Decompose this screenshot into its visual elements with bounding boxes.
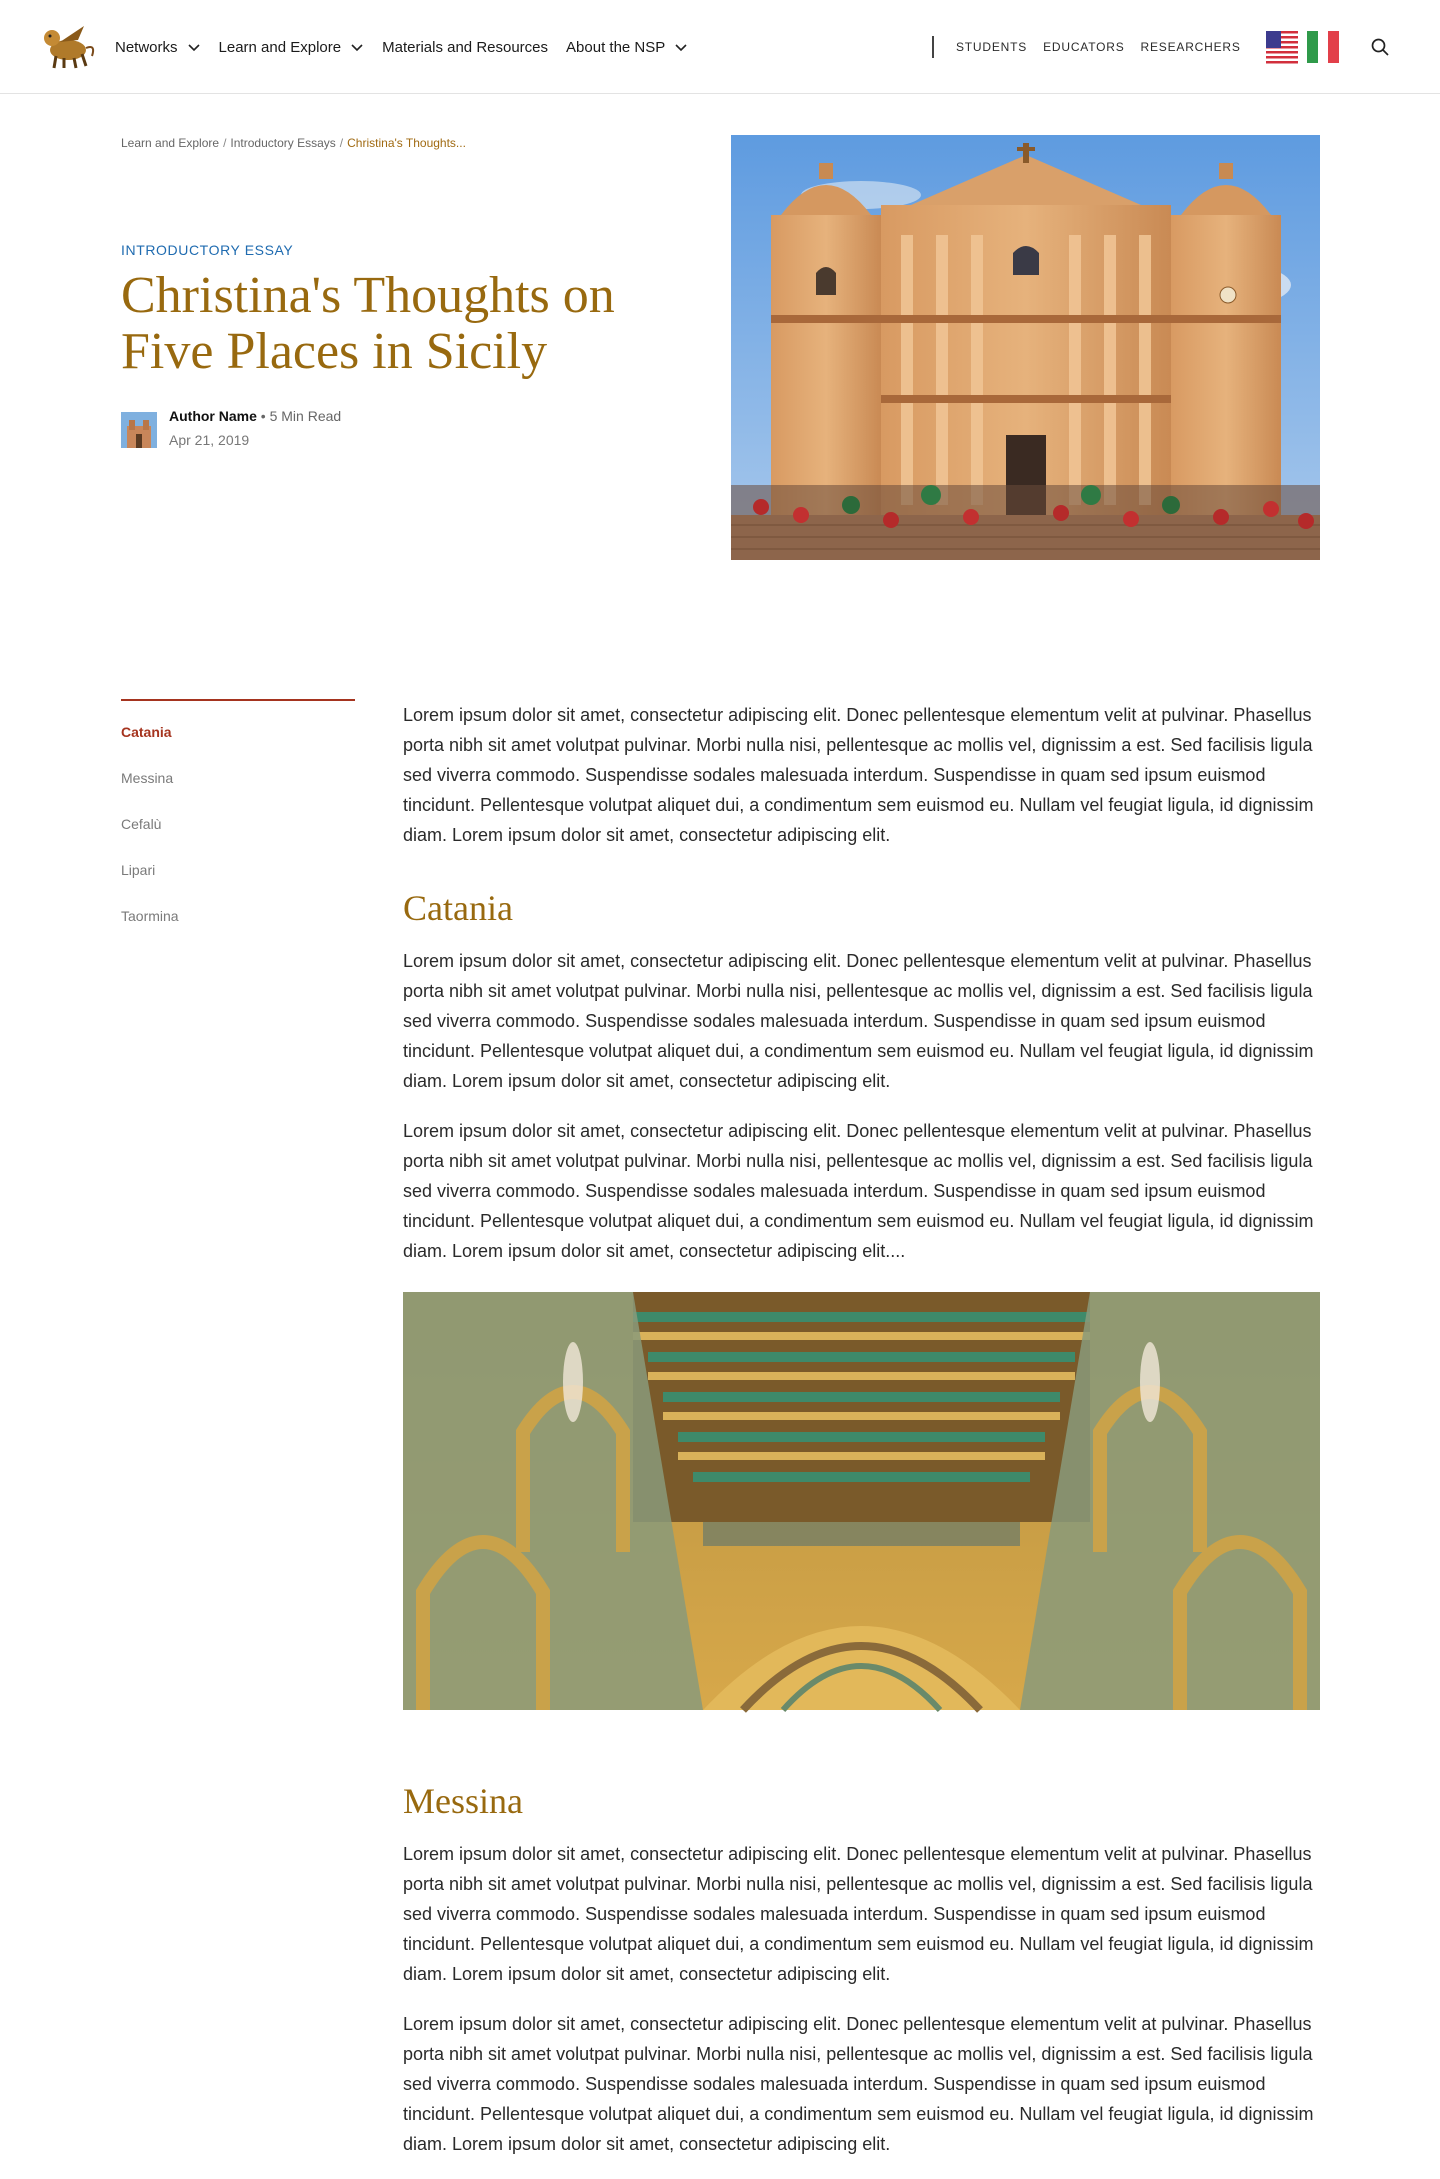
- site-header: [0, 0, 1440, 94]
- breadcrumb-current: Christina's Thoughts...: [347, 136, 466, 150]
- nav-networks[interactable]: [115, 39, 201, 56]
- publish-date: Apr 21, 2019: [169, 432, 250, 448]
- nav-label: Materials and Resources: [382, 38, 549, 56]
- nav-label: Networks: [115, 38, 178, 56]
- toc-item-lipari[interactable]: Lipari: [121, 862, 156, 878]
- audience-researchers-link[interactable]: RESEARCHERS: [1140, 40, 1241, 54]
- audience-nav: [956, 0, 1257, 94]
- table-of-contents: [121, 724, 179, 954]
- toc-accent-line: [121, 699, 355, 701]
- breadcrumb-link[interactable]: Learn and Explore: [121, 136, 220, 150]
- us-flag-icon[interactable]: [1266, 31, 1298, 63]
- audience-educators-link[interactable]: EDUCATORS: [1043, 40, 1125, 54]
- article-body: [403, 700, 1320, 2179]
- search-icon[interactable]: [1370, 37, 1390, 57]
- section-paragraph: Lorem ipsum dolor sit amet, consectetur adipiscing elit. Donec pellentesque elementum velit at pulvinar. Phasellus porta nibh sit amet volutpat pulvinar. Morbi nulla nisi, pellentesque ac mollis vel, dignissim a est. Sed facilisis ligula sed viverra commodo. Suspendisse sodales malesuada interdum. Suspendisse in quam sed ipsum euismod tincidunt. Pellentesque volutpat aliquet dui, a condimentum sem euismod eu. Nullam vel feugiat ligula, id dignissim diam. Lorem ipsum dolor sit amet, consectetur adipiscing elit.: [403, 2014, 1314, 2154]
- mosaic-ceiling-image: [403, 1292, 1320, 1710]
- nav-materials-and-resources[interactable]: [382, 39, 548, 56]
- author-name[interactable]: Author Name: [169, 408, 257, 424]
- hero-cathedral-image: [731, 135, 1320, 560]
- avatar: [121, 412, 157, 448]
- nav-learn-and-explore[interactable]: [219, 39, 365, 56]
- page-title: Christina's Thoughts on Five Places in Sicily: [121, 267, 615, 380]
- section-heading-catania: Catania: [403, 888, 513, 928]
- breadcrumb: [121, 136, 466, 150]
- breadcrumb-link[interactable]: Introductory Essays: [230, 136, 336, 150]
- nav-about-the-nsp[interactable]: [566, 39, 688, 56]
- toc-item-cefalu[interactable]: Cefalù: [121, 816, 162, 832]
- chevron-down-icon: [674, 40, 688, 54]
- article-eyebrow: INTRODUCTORY ESSAY: [121, 242, 294, 258]
- toc-item-taormina[interactable]: Taormina: [121, 908, 179, 924]
- breadcrumb-separator: /: [223, 136, 227, 150]
- section-paragraph: Lorem ipsum dolor sit amet, consectetur adipiscing elit. Donec pellentesque elementum velit at pulvinar. Phasellus porta nibh sit amet volutpat pulvinar. Morbi nulla nisi, pellentesque ac mollis vel, dignissim a est. Sed facilisis ligula sed viverra commodo. Suspendisse sodales malesuada interdum. Suspendisse in quam sed ipsum euismod tincidunt. Pellentesque volutpat aliquet dui, a condimentum sem euismod eu. Nullam vel feugiat ligula, id dignissim diam. Lorem ipsum dolor sit amet, consectetur adipiscing elit.: [403, 951, 1314, 1091]
- audience-students-link[interactable]: STUDENTS: [956, 40, 1028, 54]
- nav-label: Learn and Explore: [218, 38, 342, 56]
- author-line: [169, 408, 341, 424]
- winged-lion-logo-icon[interactable]: [38, 20, 98, 72]
- nav-label: About the NSP: [566, 38, 666, 56]
- section-paragraph: Lorem ipsum dolor sit amet, consectetur adipiscing elit. Donec pellentesque elementum velit at pulvinar. Phasellus porta nibh sit amet volutpat pulvinar. Morbi nulla nisi, pellentesque ac mollis vel, dignissim a est. Sed facilisis ligula sed viverra commodo. Suspendisse sodales malesuada interdum. Suspendisse in quam sed ipsum euismod tincidunt. Pellentesque volutpat aliquet dui, a condimentum sem euismod eu. Nullam vel feugiat ligula, id dignissim diam. Lorem ipsum dolor sit amet, consectetur adipiscing elit....: [403, 1121, 1314, 1261]
- italy-flag-icon[interactable]: [1307, 31, 1339, 63]
- toc-item-catania[interactable]: Catania: [121, 724, 172, 740]
- section-heading-messina: Messina: [403, 1781, 523, 1821]
- chevron-down-icon: [350, 40, 364, 54]
- read-time: • 5 Min Read: [260, 408, 342, 424]
- intro-paragraph: Lorem ipsum dolor sit amet, consectetur adipiscing elit. Donec pellentesque elementum velit at pulvinar. Phasellus porta nibh sit amet volutpat pulvinar. Morbi nulla nisi, pellentesque ac mollis vel, dignissim a est. Sed facilisis ligula sed viverra commodo. Suspendisse sodales malesuada interdum. Suspendisse in quam sed ipsum euismod tincidunt. Pellentesque volutpat aliquet dui, a condimentum sem euismod eu. Nullam vel feugiat ligula, id dignissim diam. Lorem ipsum dolor sit amet, consectetur adipiscing elit.: [403, 705, 1314, 845]
- main-nav: [115, 0, 706, 94]
- nav-divider: [932, 36, 934, 58]
- chevron-down-icon: [187, 40, 201, 54]
- breadcrumb-separator: /: [339, 136, 344, 150]
- section-paragraph: Lorem ipsum dolor sit amet, consectetur adipiscing elit. Donec pellentesque elementum velit at pulvinar. Phasellus porta nibh sit amet volutpat pulvinar. Morbi nulla nisi, pellentesque ac mollis vel, dignissim a est. Sed facilisis ligula sed viverra commodo. Suspendisse sodales malesuada interdum. Suspendisse in quam sed ipsum euismod tincidunt. Pellentesque volutpat aliquet dui, a condimentum sem euismod eu. Nullam vel feugiat ligula, id dignissim diam. Lorem ipsum dolor sit amet, consectetur adipiscing elit.: [403, 1844, 1314, 1984]
- toc-item-messina[interactable]: Messina: [121, 770, 174, 786]
